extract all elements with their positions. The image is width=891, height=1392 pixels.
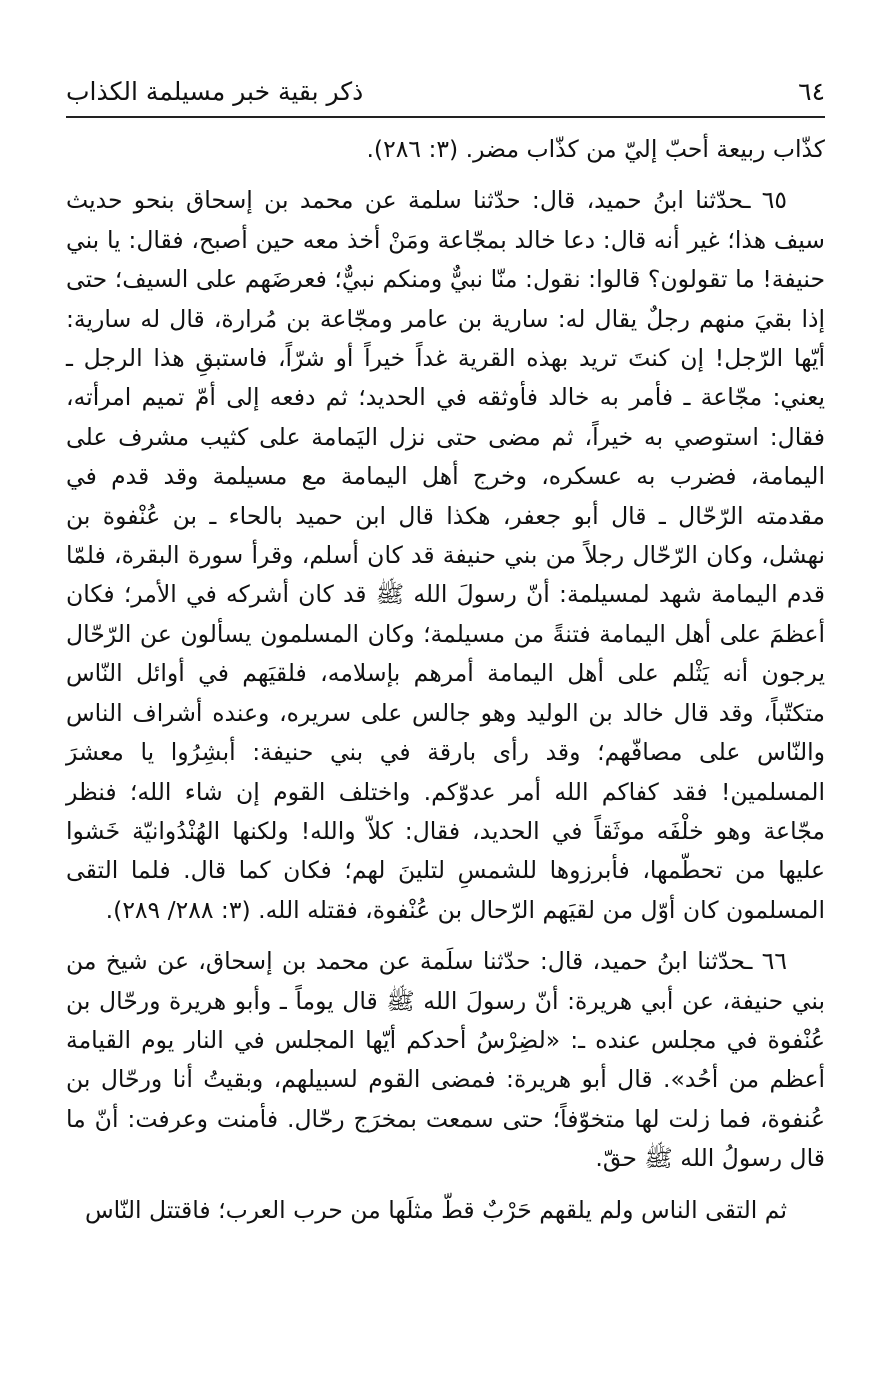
paragraph-text: ثم التقى الناس ولم يلقهم حَرْبٌ قطّ مثلَها من حرب العرب؛ فاقتتل النّاس — [84, 1195, 787, 1224]
paragraph-continued — [66, 1191, 825, 1230]
running-title: ذكر بقية خبر مسيلمة الكذاب — [66, 77, 364, 106]
paragraph-text: حدّثنا ابنُ حميد، قال: حدّثنا سلمة عن محمد بن إسحاق بنحو حديث سيف هذا؛ غير أنه قال: دعا خالد بمجّاعة ومَنْ أخذ معه حين أصبح، فقال: يا بني حنيفة! ما تقولون؟ قالوا: نقول: منّا نبيٌّ ومنكم نبيٌّ؛ فعرضَهم على السيف؛ حتى إذا بقيَ منهم رجلٌ يقال له: سارية بن عامر ومجّاعة بن مُرارة، قال له سارية: أيّها الرّجل! إن كنتَ تريد بهذه القرية غداً خيراً أو شرّاً، فاستبقِ هذا الرجل ـ يعني: مجّاعة ـ فأمر به خالد فأوثقه في الحديد؛ ثم دفعه إلى أمّ تميم امرأته، فقال: استوصي به خيراً، ثم مضى حتى نزل اليَمامة على كثيب مشرف على اليمامة، فضرب به عسكره، وخرج أهل اليمامة مع مسيلمة وقد قدم في مقدمته الرّحّال ـ قال أبو جعفر، هكذا قال ابن حميد بالحاء ـ بن عُنْفوة بن نهشل، وكان الرّحّال رجلاً من بني حنيفة قد كان أسلم، وقرأ سورة البقرة، فلمّا قدم اليمامة شهد لمسيلمة: أنّ رسولَ الله ﷺ قد كان أشركه في الأمر؛ فكان أعظمَ على أهل اليمامة فتنةً من مسيلمة؛ وكان المسلمون يسألون عن الرّحّال يرجون أنه يَثْلم على أهل اليمامة أمرهم بإسلامه، فلقيَهم في أوائل النّاس متكتّباً، وقد قال خالد بن الوليد وهو جالس على سريره، وعنده أشراف الناس والنّاس على مصافّهم؛ وقد رأى بارقة في بني حنيفة: أبشِرُوا يا معشرَ المسلمين! فقد كفاكم الله أمر عدوّكم. واختلف القوم إن شاء الله؛ فنظر مجّاعة وهو خلْفَه موثَقاً في الحديد، فقال: كلاّ والله! ولكنها الهُنْدُوانيّة خَشوا عليها من تحطّمها، فأبرزوها للشمسِ لتلينَ لهم؛ فكان كما قال. فلما التقى المسلمون كان أوّل من لقيَهم الرّحال بن عُنْفوة، فقتله الله. (٣: ٢٨٨/ ٢٨٩). — [66, 186, 825, 924]
paragraph-number: ٦٦ ـ — [745, 947, 787, 976]
header-divider — [66, 116, 825, 118]
paragraph-text: حدّثنا ابنُ حميد، قال: حدّثنا سلَمة عن محمد بن إسحاق، عن شيخ من بني حنيفة، عن أبي هريرة: أنّ رسولَ الله ﷺ قال يوماً ـ وأبو هريرة ورحّال بن عُنْفوة في مجلس عنده ـ: «لضِرْسُ أحدكم أيّها المجلس في النار يوم القيامة أعظم من أحُد». قال أبو هريرة: فمضى القوم لسبيلهم، وبقيتُ أنا ورحّال بن عُنفوة، فما زلت لها متخوّفاً؛ حتى سمعت بمخرَج رحّال. فأمنت وعرفت: أنّ ما قال رسولُ الله ﷺ حقّ. — [66, 947, 825, 1173]
page-number: ٦٤ — [798, 77, 825, 106]
paragraph-number: ٦٥ ـ — [743, 186, 787, 215]
page-header — [66, 68, 825, 112]
paragraph-65 — [66, 181, 825, 930]
paragraph-continuation — [66, 130, 825, 169]
paragraph-text: كذّاب ربيعة أحبّ إليّ من كذّاب مضر. (٣: ٢٨٦). — [366, 135, 825, 163]
paragraph-66 — [66, 942, 825, 1178]
page-body — [66, 130, 825, 1230]
